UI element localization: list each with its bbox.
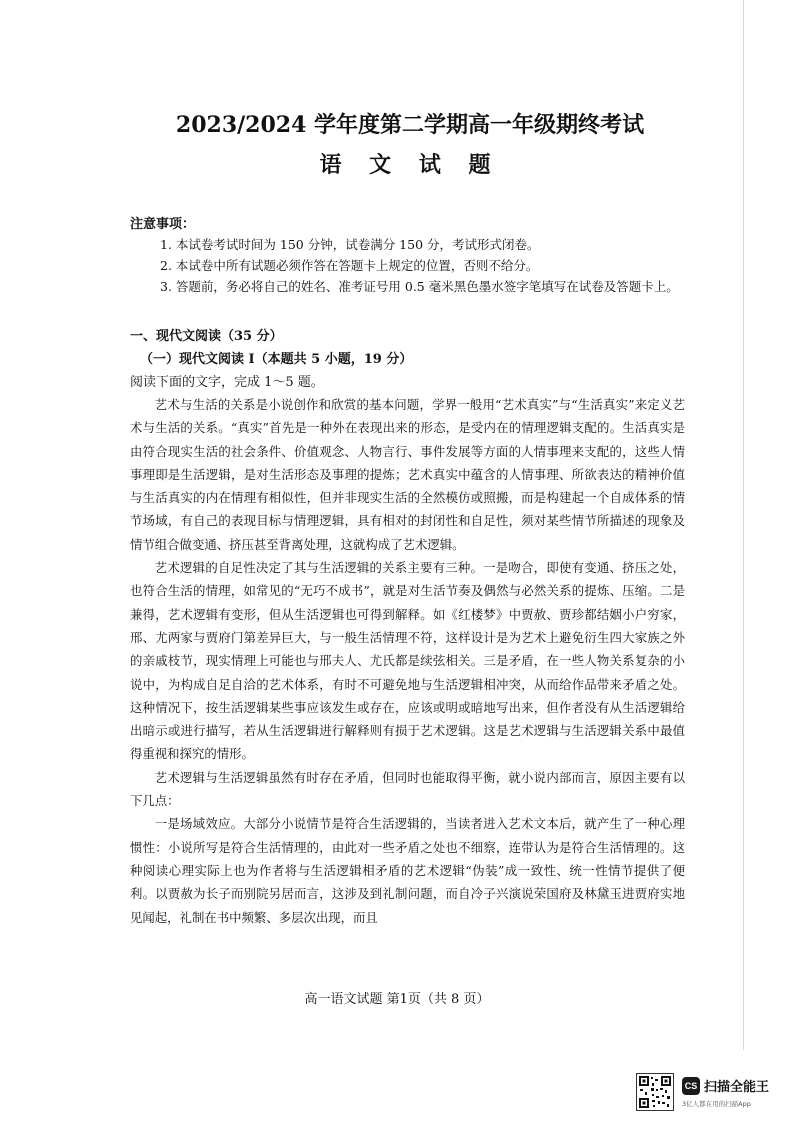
reading-passage [130,393,685,929]
page-footer [0,988,794,1007]
notice-list [160,234,690,297]
passage-paragraph: 艺术逻辑的自足性决定了其与生活逻辑的关系主要有三种。一是吻合，即使有变通、挤压之处，也符合生活的情理，如常见的“无巧不成书”，就是对生活节奏及偶然与必然关系的提炼、压缩。二是兼得，艺术逻辑有变形，但从生活逻辑也可得到解释。如《红楼梦》中贾赦、贾珍都结姻小户穷家，邢、尤两家与贾府门第差异巨大，与一般生活情理不符，这样设计是为艺术上避免衍生四大家族之外的亲戚枝节，现实情理上可能也与邢夫人、尤氏都是续弦相关。三是矛盾，在一些人物关系复杂的小说中，为构成自足自洽的艺术体系，有时不可避免地与生活逻辑相冲突，从而给作品带来矛盾之处。这种情况下，按生活逻辑某些事应该发生或存在，应该或明或暗地写出来，但作者没有从生活逻辑给出暗示或进行描写，若从生活逻辑进行解释则有损于艺术逻辑。这是艺术逻辑与生活逻辑关系中最值得重视和探究的情形。 [130,560,685,762]
qr-code-icon [636,1073,674,1111]
notice-item: 1. 本试卷考试时间为 150 分钟，试卷满分 150 分，考试形式闭卷。 [160,237,540,252]
notice-item: 3. 答题前，务必将自己的姓名、准考证号用 0.5 毫米黑色墨水签字笔填写在试卷及答题卡上。 [160,279,679,294]
passage-paragraph: 艺术与生活的关系是小说创作和欣赏的基本问题，学界一般用“艺术真实”与“生活真实”来定义艺术与生活的关系。“真实”首先是一种外在表现出来的形态，是受内在的情理逻辑支配的。生活真实是由符合现实生活的社会条件、价值观念、人物言行、事件发展等方面的人情事理来支配的，这些人情事理即是生活逻辑，是对生活形态及事理的提炼；艺术真实中蕴含的人情事理、所欲表达的精神价值与生活真实的内在情理有相似性，但并非现实生活的全然模仿或照搬，而是构建起一个自成体系的情节场域，有自己的表现目标与情理逻辑，具有相对的封闭性和自足性，须对某些情节所描述的现象及情节组合做变通、挤压甚至背离处理，这就构成了艺术逻辑。 [130,397,685,552]
reading-instruction: 阅读下面的文字，完成 1～5 题。 [130,375,324,390]
camscanner-logo-icon: CS [682,1077,700,1095]
subject-title: 语 文 试 题 [319,152,501,178]
notice-item: 2. 本试卷中所有试题必须作答在答题卡上规定的位置，否则不给分。 [160,258,539,273]
exam-title: 2023/2024 学年度第二学期高一年级期终考试 [175,112,645,138]
watermark-tagline: 3亿人都在用的扫描App [682,1100,751,1108]
subsection-heading: （一）现代文阅读 I（本题共 5 小题，19 分） [140,352,413,367]
scan-edge-line [743,0,744,1050]
passage-paragraph: 艺术逻辑与生活逻辑虽然有时存在矛盾，但同时也能取得平衡，就小说内部而言，原因主要有以下几点： [130,769,685,809]
scanner-watermark [636,1073,786,1113]
passage-paragraph: 一是场域效应。大部分小说情节是符合生活逻辑的，当读者进入艺术文本后，就产生了一种心理惯性：小说所写是符合生活情理的，由此对一些矛盾之处也不细察，连带认为是符合生活情理的。这种阅读心理实际上也为作者将与生活逻辑相矛盾的艺术逻辑“伪装”成一致性、统一性情节提供了便利。以贾赦为长子而别院另居而言，这涉及到礼制问题，而自冷子兴演说荣国府及林黛玉进贾府实地见闻起，礼制在书中频繁、多层次出现，而且 [130,816,685,925]
notice-heading: 注意事项： [130,217,196,232]
section-heading: 一、现代文阅读（35 分） [130,329,283,344]
watermark-brand: 扫描全能王 [704,1080,770,1095]
footer-page-number: 高一语文试题 第1页（共 8 页） [304,992,490,1007]
